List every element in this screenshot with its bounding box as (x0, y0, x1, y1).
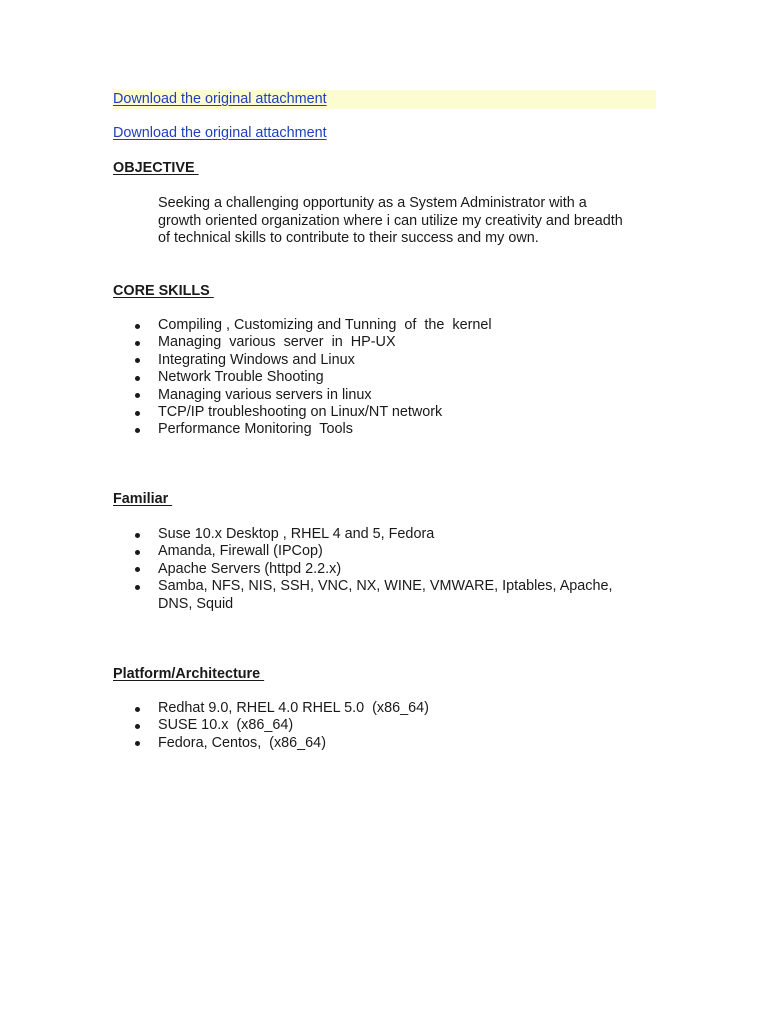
bullet-icon (135, 567, 140, 572)
download-link-row-1 (113, 90, 656, 109)
list-item: Compiling , Customizing and Tunning of the kernel (0, 317, 492, 334)
list-item: Amanda, Firewall (IPCop) (0, 543, 613, 560)
objective-line: of technical skills to contribute to their success and my own. (158, 230, 539, 246)
objective-text (158, 195, 658, 248)
list-item: Suse 10.x Desktop , RHEL 4 and 5, Fedora (0, 526, 613, 543)
bullet-icon (135, 428, 140, 433)
bullet-icon (135, 358, 140, 363)
download-attachment-link-1[interactable]: Download the original attachment (113, 91, 327, 107)
list-item: SUSE 10.x (x86_64) (0, 717, 429, 734)
list-item: Integrating Windows and Linux (0, 352, 492, 369)
familiar-heading: Familiar (113, 491, 173, 507)
bullet-icon (135, 707, 140, 712)
objective-heading: OBJECTIVE (113, 160, 199, 176)
list-item: Samba, NFS, NIS, SSH, VNC, NX, WINE, VMWARE, Iptables, Apache, DNS, Squid (0, 578, 613, 613)
objective-line: Seeking a challenging opportunity as a System Administrator with a (158, 195, 587, 211)
bullet-icon (135, 724, 140, 729)
list-item: Apache Servers (httpd 2.2.x) (0, 561, 613, 578)
bullet-icon (135, 741, 140, 746)
bullet-icon (135, 393, 140, 398)
objective-line: growth oriented organization where i can utilize my creativity and breadth (158, 212, 623, 229)
bullet-icon (135, 411, 140, 416)
bullet-icon (135, 550, 140, 555)
list-item: Managing various server in HP-UX (0, 334, 492, 351)
platform-heading: Platform/Architecture (113, 666, 265, 682)
bullet-icon (135, 341, 140, 346)
download-attachment-link-2[interactable]: Download the original attachment (113, 125, 327, 141)
bullet-icon (135, 585, 140, 590)
bullet-icon (135, 376, 140, 381)
bullet-icon (135, 533, 140, 538)
core-skills-heading: CORE SKILLS (113, 283, 214, 299)
familiar-list (0, 526, 613, 613)
list-item: Network Trouble Shooting (0, 369, 492, 386)
core-skills-list (0, 317, 492, 439)
list-item: Redhat 9.0, RHEL 4.0 RHEL 5.0 (x86_64) (0, 700, 429, 717)
list-item: Fedora, Centos, (x86_64) (0, 735, 429, 752)
bullet-icon (135, 324, 140, 329)
list-item: TCP/IP troubleshooting on Linux/NT network (0, 404, 492, 421)
download-link-row-2 (113, 124, 327, 143)
platform-list (0, 700, 429, 752)
list-item: Performance Monitoring Tools (0, 421, 492, 438)
list-item: Managing various servers in linux (0, 387, 492, 404)
